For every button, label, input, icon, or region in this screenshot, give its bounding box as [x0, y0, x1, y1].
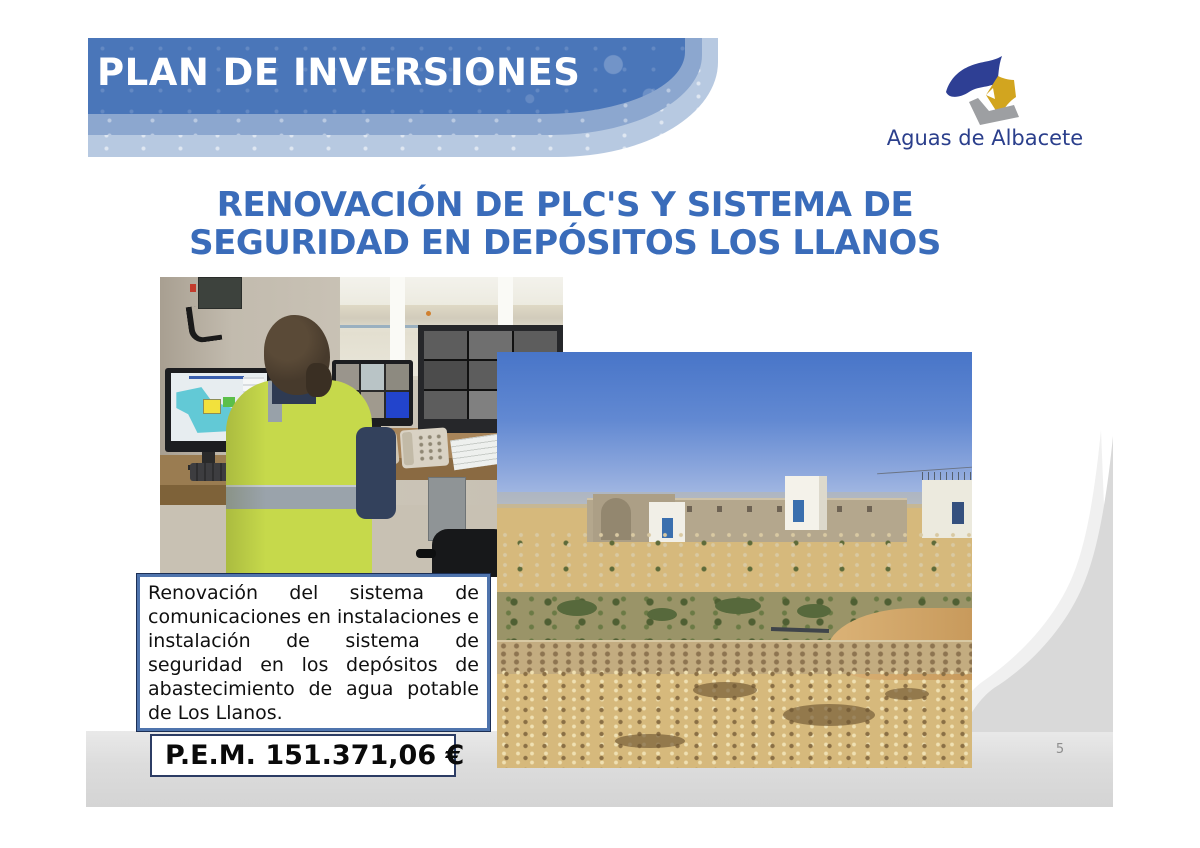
description-box: [137, 574, 490, 731]
worker-hivis-vest: [226, 380, 372, 577]
wall-conduit: [186, 303, 223, 344]
aguas-de-albacete-logo-icon: [936, 50, 1036, 132]
header-banner: [88, 38, 718, 157]
worker-sleeve: [356, 427, 396, 519]
deposit-building: [785, 476, 827, 530]
logo-caption: Aguas de Albacete: [886, 126, 1084, 150]
sky: [497, 352, 972, 504]
description-text: Renovación del sistema de comunicaciones en instalaciones e instalación de sistema de seguridad en los depósitos de abastecimiento de agua potable de Los Llanos.: [148, 582, 479, 724]
worker-beard: [306, 363, 332, 397]
pem-box: [150, 734, 465, 777]
cabinet-red-button: [190, 284, 196, 292]
window-detail: [426, 311, 431, 316]
soil-patch: [615, 734, 685, 748]
banner-title: PLAN DE INVERSIONES: [97, 51, 581, 94]
scada-info-box: [203, 399, 221, 414]
bush: [647, 608, 677, 621]
soil-patch: [885, 688, 929, 700]
slide-title-line1: RENOVACIÓN DE PLC'S Y SISTEMA DE: [216, 185, 914, 225]
blue-door: [952, 502, 964, 524]
scada-header: [189, 376, 244, 379]
blue-door: [793, 500, 804, 522]
page-number: 5: [1055, 742, 1065, 757]
slide-title-line2: SEGURIDAD EN DEPÓSITOS LOS LLANOS: [189, 223, 941, 263]
vest-shading: [226, 380, 266, 577]
slide-title: [135, 186, 995, 262]
bush: [557, 600, 597, 616]
bush: [797, 604, 831, 618]
chair-armrest: [416, 549, 436, 558]
desk-phone: [400, 427, 450, 468]
soil-patch: [693, 682, 757, 698]
deposit-site-photo: [497, 352, 972, 768]
bush: [715, 598, 761, 614]
pem-value: P.E.M. 151.371,06 €: [165, 740, 465, 771]
soil-patch: [783, 704, 875, 726]
window-scenery: [340, 305, 563, 327]
